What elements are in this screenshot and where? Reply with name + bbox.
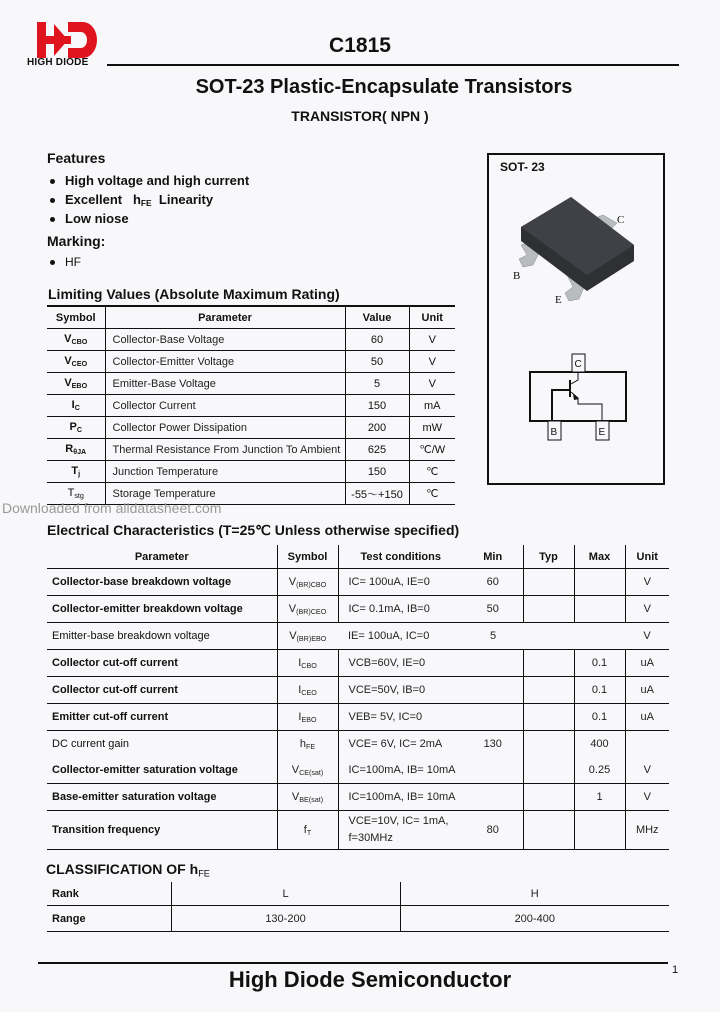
table-row: $T_{stg}$ Storage Temperature -55～+150 ℃	[47, 483, 455, 505]
bullet-icon	[50, 179, 55, 184]
part-number: C1815	[329, 34, 391, 57]
svg-text:B: B	[550, 427, 558, 438]
table-row: $I_C$ Collector Current 150 mA	[47, 395, 455, 417]
column-header: Max	[574, 545, 625, 569]
table-row: Collector-base breakdown voltage $V_{(BR)CBO}$ IC= 100uA, IE=0 60 V	[47, 569, 669, 596]
header-divider	[107, 64, 679, 66]
feature-item: High voltage and high current	[50, 173, 249, 188]
table-row: Collector cut-off current $I_{CBO}$ VCB=60V, IE=0 0.1 uA	[47, 650, 669, 677]
classification-table	[47, 882, 669, 932]
feature-item: Low niose	[50, 211, 129, 226]
column-header: Unit	[409, 306, 455, 329]
bullet-icon	[50, 260, 55, 265]
table-row: Rank L H	[47, 882, 669, 906]
page-title: SOT-23 Plastic-Encapsulate Transistors	[195, 76, 573, 98]
svg-text:C: C	[574, 359, 582, 370]
package-diagram-box	[487, 153, 665, 485]
column-header: Typ	[523, 545, 574, 569]
transistor-type: TRANSISTOR( NPN )	[291, 108, 429, 124]
page-number: 1	[672, 964, 679, 976]
watermark: Downloaded from alldatasheet.com	[2, 500, 222, 516]
svg-text:C: C	[617, 214, 625, 226]
column-header: Parameter	[105, 306, 345, 329]
footer-divider	[38, 962, 668, 964]
column-header: Value	[345, 306, 409, 329]
column-header: Parameter	[47, 545, 277, 569]
footer-company: High Diode Semiconductor	[228, 967, 512, 992]
table-row: Range 130-200 200-400	[47, 906, 669, 932]
table-row: Emitter cut-off current $I_{EBO}$ VEB= 5V, IC=0 0.1 uA	[47, 704, 669, 731]
table-row: $P_C$ Collector Power Dissipation 200 mW	[47, 417, 455, 439]
svg-text:B: B	[513, 270, 521, 282]
svg-text:E: E	[555, 294, 562, 305]
sot23-package-icon	[489, 175, 665, 305]
table-row: Collector cut-off current $I_{CEO}$ VCE=50V, IB=0 0.1 uA	[47, 677, 669, 704]
electrical-characteristics-heading: Electrical Characteristics (T=25℃ Unless otherwise specified)	[47, 522, 460, 538]
limiting-values-heading: Limiting Values (Absolute Maximum Rating)	[48, 286, 340, 302]
svg-text:E: E	[598, 427, 606, 438]
table-row: Transition frequency $f_T$ VCE=10V, IC= 1mA, f=30MHz 80 MHz	[47, 811, 669, 850]
column-header: Min	[463, 545, 523, 569]
table-row: DC current gain $h_{FE}$ VCE= 6V, IC= 2mA 130 400	[47, 731, 669, 758]
logo-text: HIGH DIODE	[27, 57, 89, 68]
feature-item: Excellent $h_{FE}$ Linearity	[50, 192, 213, 208]
column-header: Symbol	[277, 545, 338, 569]
classification-heading: CLASSIFICATION OF $h_{FE}$	[46, 861, 210, 879]
table-row: $V_{CEO}$ Collector-Emitter Voltage 50 V	[47, 351, 455, 373]
table-row: $T_j$ Junction Temperature 150 ℃	[47, 461, 455, 483]
table-row: Collector-emitter breakdown voltage $V_{(BR)CEO}$ IC= 0.1mA, IB=0 50 V	[47, 596, 669, 623]
electrical-characteristics-table	[47, 545, 669, 850]
bullet-icon	[50, 217, 55, 222]
table-row: $V_{EBO}$ Emitter-Base Voltage 5 V	[47, 373, 455, 395]
bullet-icon	[50, 198, 55, 203]
table-row: Base-emitter saturation voltage $V_{BE(sat)}$ IC=100mA, IB= 10mA 1 V	[47, 784, 669, 811]
column-header: Test conditions	[338, 545, 463, 569]
table-row: Emitter-base breakdown voltage $V_{(BR)EBO}$ IE= 100uA, IC=0 5 V	[47, 623, 669, 650]
table-row: $V_{CBO}$ Collector-Base Voltage 60 V	[47, 329, 455, 351]
limiting-values-table	[47, 305, 455, 505]
table-row: $R_{\theta JA}$ Thermal Resistance From Junction To Ambient 625 ℃/W	[47, 439, 455, 461]
marking-heading: Marking:	[47, 233, 106, 249]
table-row: Collector-emitter saturation voltage $V_{CE(sat)}$ IC=100mA, IB= 10mA 0.25 V	[47, 757, 669, 784]
package-label: SOT- 23	[500, 160, 545, 174]
column-header: Unit	[625, 545, 669, 569]
marking-item: HF	[50, 255, 81, 269]
features-heading: Features	[47, 150, 106, 166]
column-header: Symbol	[47, 306, 105, 329]
pinout-schematic-icon	[489, 350, 665, 445]
